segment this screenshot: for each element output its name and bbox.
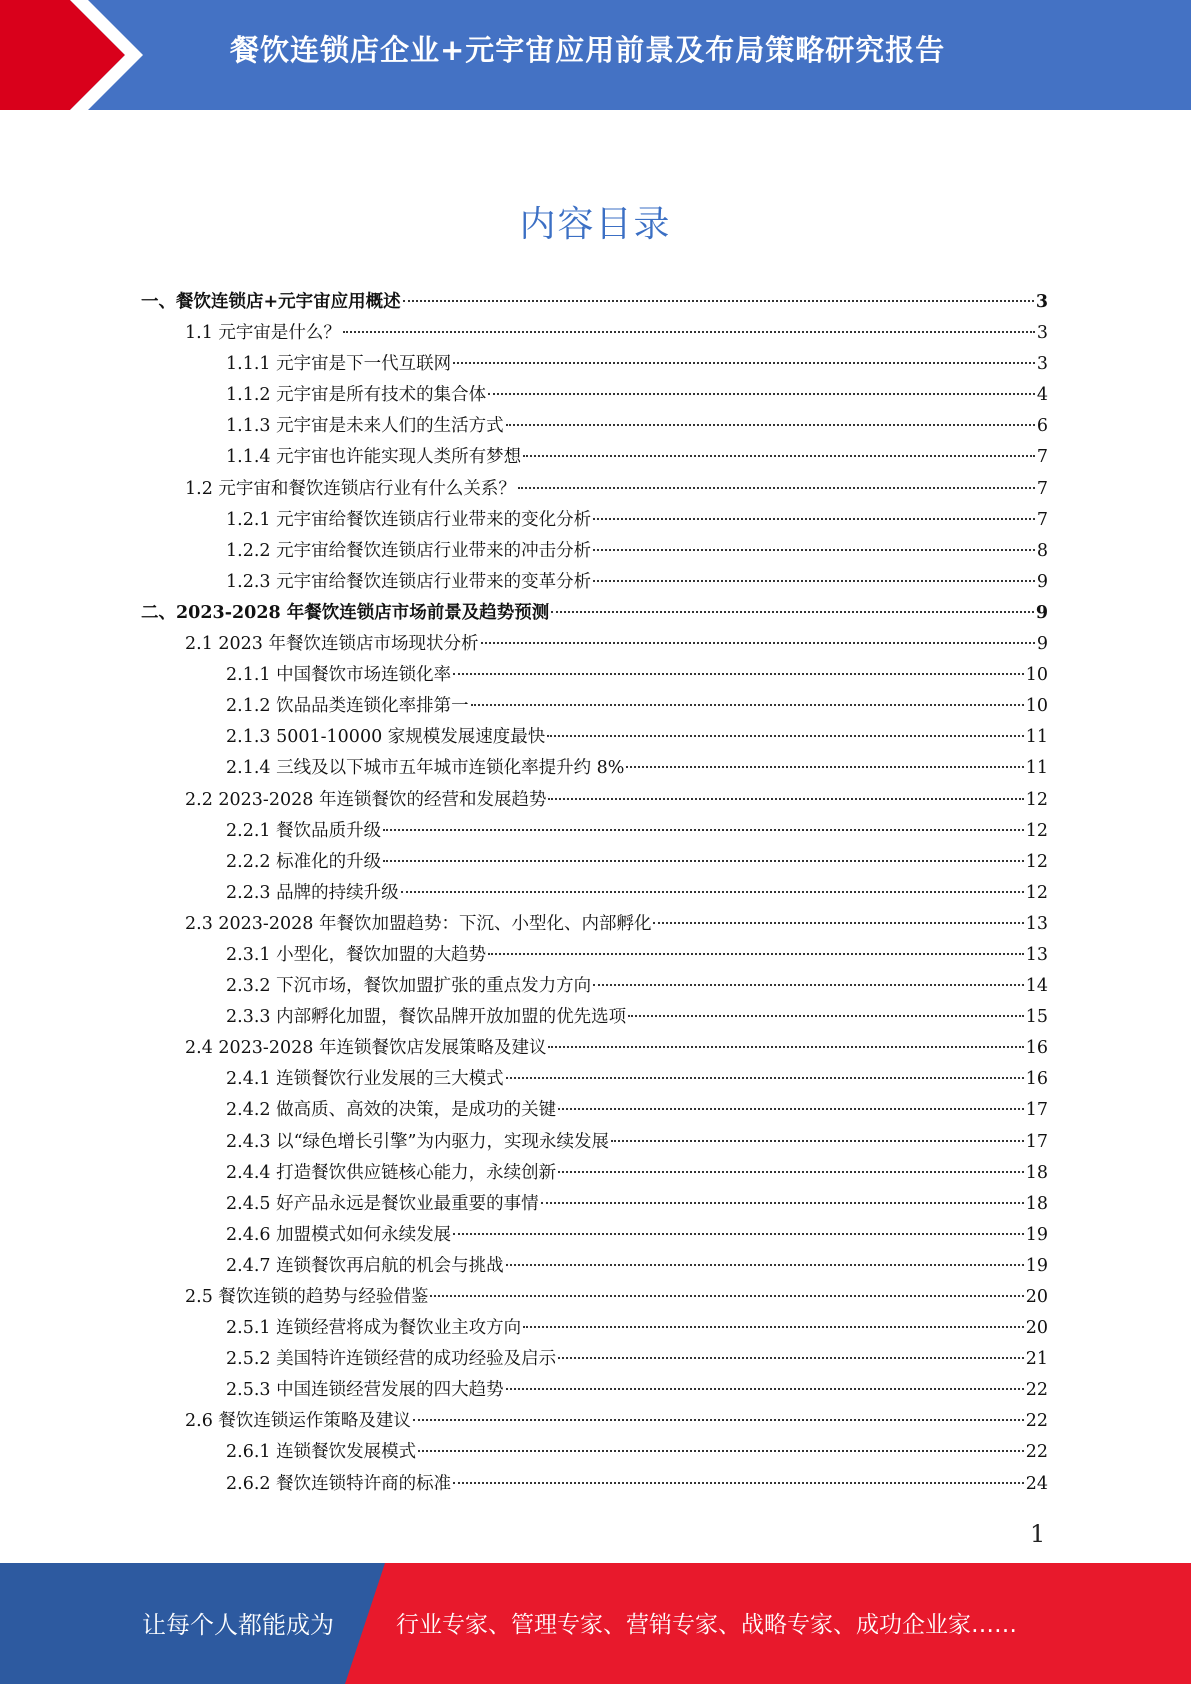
toc-entry[interactable]: [141, 287, 1048, 318]
toc-entry-page: 14: [1025, 976, 1048, 997]
toc-entry-page: 15: [1025, 1007, 1048, 1028]
toc-entry-page: 22: [1025, 1380, 1048, 1401]
toc-entry[interactable]: [141, 785, 1048, 816]
toc-dot-leader: [628, 1015, 1024, 1017]
toc-entry[interactable]: [141, 660, 1048, 691]
toc-dot-leader: [593, 549, 1035, 551]
toc-dot-leader: [383, 829, 1024, 831]
toc-entry-label: 2.4.6 加盟模式如何永续发展: [226, 1224, 452, 1245]
toc-entry[interactable]: [141, 1375, 1048, 1406]
toc-entry-page: 24: [1025, 1473, 1048, 1494]
footer-slogan-right: 行业专家、管理专家、营销专家、战略专家、成功企业家……: [396, 1612, 1017, 1638]
toc-entry-page: 21: [1025, 1349, 1048, 1370]
toc-entry-label: 2.3.1 小型化，餐饮加盟的大趋势: [226, 944, 487, 965]
toc-entry-label: 2.5.1 连锁经营将成为餐饮业主攻方向: [226, 1318, 522, 1339]
toc-dot-leader: [471, 704, 1024, 706]
toc-entry-page: 13: [1025, 944, 1048, 965]
toc-entry-label: 1.1 元宇宙是什么？: [185, 323, 341, 344]
toc-entry[interactable]: [141, 598, 1048, 629]
toc-dot-leader: [413, 1419, 1024, 1421]
toc-entry-label: 2.6.2 餐饮连锁特许商的标准: [226, 1473, 452, 1494]
toc-entry-page: 19: [1025, 1255, 1048, 1276]
toc-entry-label: 2.2.2 标准化的升级: [226, 851, 382, 872]
toc-dot-leader: [547, 735, 1023, 737]
toc-entry-page: 20: [1025, 1318, 1048, 1339]
toc-entry-label: 2.5 餐饮连锁的趋势与经验借鉴: [185, 1287, 429, 1307]
toc-entry-label: 2.1.4 三线及以下城市五年城市连锁化率提升约 8%: [226, 758, 625, 779]
toc-entry-page: 12: [1025, 882, 1048, 903]
toc-entry[interactable]: [141, 1437, 1048, 1468]
toc-entry-page: 22: [1025, 1411, 1048, 1432]
toc-entry[interactable]: [141, 1033, 1048, 1064]
toc-entry-label: 2.4.3 以“绿色增长引擎”为内驱力，实现永续发展: [226, 1131, 609, 1152]
toc-dot-leader: [593, 580, 1035, 582]
toc-dot-leader: [453, 673, 1024, 675]
toc-entry[interactable]: [141, 940, 1048, 971]
toc-entry-page: 12: [1025, 789, 1048, 810]
page-footer: [0, 1563, 1191, 1684]
toc-entry-page: 18: [1025, 1162, 1048, 1183]
toc-entry[interactable]: [141, 909, 1048, 940]
toc-entry-page: 11: [1025, 758, 1048, 779]
toc-entry[interactable]: [141, 380, 1048, 411]
toc-heading: 内容目录: [519, 204, 672, 245]
toc-entry-label: 1.1.4 元宇宙也许能实现人类所有梦想: [226, 447, 522, 468]
toc-entry-label: 2.2.1 餐饮品质升级: [226, 820, 382, 841]
toc-dot-leader: [653, 922, 1023, 924]
toc-dot-leader: [541, 1202, 1024, 1204]
toc-entry-page: 12: [1025, 820, 1048, 841]
toc-entry[interactable]: [141, 1220, 1048, 1251]
toc-entry[interactable]: [141, 349, 1048, 380]
toc-dot-leader: [558, 1108, 1024, 1110]
toc-entry-label: 1.1.2 元宇宙是所有技术的集合体: [226, 385, 487, 406]
toc-entry-label: 2.6 餐饮连锁运作策略及建议: [185, 1411, 411, 1432]
toc-entry-label: 一、餐饮连锁店+元宇宙应用概述: [141, 292, 401, 312]
toc-entry-label: 2.5.3 中国连锁经营发展的四大趋势: [226, 1380, 504, 1401]
toc-entry[interactable]: [141, 442, 1048, 473]
toc-entry-page: 17: [1025, 1100, 1048, 1121]
toc-entry-label: 2.4.4 打造餐饮供应链核心能力，永续创新: [226, 1162, 557, 1183]
toc-entry[interactable]: [141, 1002, 1048, 1033]
toc-entry[interactable]: [141, 411, 1048, 442]
header-title: 餐饮连锁店企业+元宇宙应用前景及布局策略研究报告: [230, 33, 946, 67]
toc-entry-page: 12: [1025, 851, 1048, 872]
toc-entry-page: 9: [1036, 634, 1048, 655]
toc-entry[interactable]: [141, 1064, 1048, 1095]
toc-dot-leader: [401, 891, 1024, 893]
toc-entry-label: 2.1 2023 年餐饮连锁店市场现状分析: [185, 634, 479, 655]
toc-entry-page: 3: [1036, 354, 1048, 375]
toc-entry-label: 1.2.2 元宇宙给餐饮连锁店行业带来的冲击分析: [226, 540, 592, 561]
toc-entry[interactable]: [141, 505, 1048, 536]
toc-entry-label: 1.1.1 元宇宙是下一代互联网: [226, 354, 452, 375]
toc-entry-page: 13: [1025, 913, 1048, 934]
toc-entry[interactable]: [141, 1189, 1048, 1220]
toc-entry[interactable]: [141, 1313, 1048, 1344]
toc-entry-page: 22: [1025, 1442, 1048, 1463]
toc-dot-leader: [488, 393, 1035, 395]
toc-entry[interactable]: [141, 691, 1048, 722]
toc-entry-label: 2.4.7 连锁餐饮再启航的机会与挑战: [226, 1255, 504, 1276]
page-number: 1: [1030, 1520, 1046, 1548]
toc-entry-label: 1.2.3 元宇宙给餐饮连锁店行业带来的变革分析: [226, 571, 592, 592]
toc-entry[interactable]: [141, 816, 1048, 847]
toc-entry[interactable]: [141, 847, 1048, 878]
toc-dot-leader: [593, 518, 1035, 520]
header-arrow-decoration: [0, 0, 150, 110]
toc-dot-leader: [593, 984, 1024, 986]
toc-entry[interactable]: [141, 1251, 1048, 1282]
toc-entry[interactable]: [141, 878, 1048, 909]
toc-entry[interactable]: [141, 474, 1048, 505]
toc-entry-label: 2.3 2023-2028 年餐饮加盟趋势：下沉、小型化、内部孵化: [185, 913, 652, 934]
toc-entry-label: 2.1.3 5001-10000 家规模发展速度最快: [226, 727, 546, 748]
toc-entry[interactable]: [141, 567, 1048, 598]
toc-dot-leader: [418, 1450, 1024, 1452]
toc-entry-label: 2.4.1 连锁餐饮行业发展的三大模式: [226, 1069, 504, 1090]
toc-entry[interactable]: [141, 1406, 1048, 1437]
toc-entry-page: 3: [1035, 292, 1048, 312]
toc-entry-page: 3: [1036, 323, 1048, 344]
toc-entry-label: 2.1.2 饮品品类连锁化率排第一: [226, 696, 469, 717]
toc-dot-leader: [518, 487, 1035, 489]
toc-entry-label: 2.6.1 连锁餐饮发展模式: [226, 1442, 417, 1463]
toc-dot-leader: [506, 1264, 1024, 1266]
toc-dot-leader: [523, 455, 1035, 457]
toc-dot-leader: [383, 860, 1024, 862]
toc-entry-label: 2.1.1 中国餐饮市场连锁化率: [226, 665, 452, 686]
toc-entry[interactable]: [141, 1095, 1048, 1126]
toc-dot-leader: [430, 1295, 1023, 1297]
toc-entry-page: 4: [1036, 385, 1048, 406]
toc-entry-label: 2.4.2 做高质、高效的决策，是成功的关键: [226, 1100, 557, 1121]
toc-entry-page: 6: [1036, 416, 1048, 437]
toc-entry[interactable]: [141, 971, 1048, 1002]
toc-entry-page: 10: [1025, 696, 1048, 717]
toc-dot-leader: [558, 1357, 1024, 1359]
toc-entry[interactable]: [141, 1158, 1048, 1189]
toc-entry[interactable]: [141, 1469, 1048, 1500]
toc-entry[interactable]: [141, 1282, 1048, 1313]
toc-entry-label: 2.5.2 美国特许连锁经营的成功经验及启示: [226, 1349, 557, 1370]
toc-dot-leader: [506, 1388, 1024, 1390]
toc-entry-label: 2.2.3 品牌的持续升级: [226, 882, 399, 903]
toc-entry[interactable]: [141, 536, 1048, 567]
toc-entry-page: 11: [1025, 727, 1048, 748]
toc-entry-page: 8: [1036, 540, 1048, 561]
toc-dot-leader: [558, 1171, 1024, 1173]
toc-entry-label: 二、2023-2028 年餐饮连锁店市场前景及趋势预测: [141, 602, 550, 623]
toc-entry-label: 2.3.3 内部孵化加盟，餐饮品牌开放加盟的优先选项: [226, 1007, 627, 1028]
toc-entry[interactable]: [141, 318, 1048, 349]
toc-entry-page: 7: [1036, 447, 1048, 468]
toc-entry-page: 16: [1025, 1069, 1048, 1090]
toc-dot-leader: [611, 1140, 1024, 1142]
toc-dot-leader: [403, 300, 1034, 302]
toc-dot-leader: [548, 798, 1023, 800]
toc-entry[interactable]: [141, 753, 1048, 784]
toc-entry-label: 1.2 元宇宙和餐饮连锁店行业有什么关系？: [185, 478, 516, 499]
toc-dot-leader: [523, 1326, 1024, 1328]
toc-entry-page: 9: [1036, 571, 1048, 592]
toc-dot-leader: [548, 1046, 1023, 1048]
toc-dot-leader: [453, 1482, 1024, 1484]
toc-entry[interactable]: [141, 1344, 1048, 1375]
toc-entry[interactable]: [141, 629, 1048, 660]
toc-dot-leader: [506, 1077, 1024, 1079]
toc-entry-page: 7: [1036, 478, 1048, 499]
toc-entry-label: 2.4 2023-2028 年连锁餐饮店发展策略及建议: [185, 1038, 547, 1059]
toc-entry[interactable]: [141, 722, 1048, 753]
toc-dot-leader: [453, 362, 1035, 364]
toc-entry-label: 2.3.2 下沉市场，餐饮加盟扩张的重点发力方向: [226, 976, 592, 997]
toc-entry-page: 19: [1025, 1224, 1048, 1245]
toc-dot-leader: [626, 766, 1023, 768]
toc-entry-label: 1.1.3 元宇宙是未来人们的生活方式: [226, 416, 504, 437]
toc-entry-page: 20: [1025, 1287, 1048, 1307]
toc-entry-page: 9: [1035, 602, 1048, 623]
toc-dot-leader: [488, 953, 1024, 955]
toc-entry-label: 2.2 2023-2028 年连锁餐饮的经营和发展趋势: [185, 789, 547, 810]
toc-entry-label: 1.2.1 元宇宙给餐饮连锁店行业带来的变化分析: [226, 509, 592, 530]
footer-slogan-left: 让每个人都能成为: [142, 1611, 334, 1639]
toc-dot-leader: [481, 642, 1035, 644]
toc-entry-page: 18: [1025, 1193, 1048, 1214]
toc-dot-leader: [551, 611, 1034, 613]
toc-entry-page: 17: [1025, 1131, 1048, 1152]
toc-dot-leader: [343, 331, 1035, 333]
table-of-contents: [141, 287, 1048, 1500]
toc-entry-page: 10: [1025, 665, 1048, 686]
toc-entry-page: 7: [1036, 509, 1048, 530]
page-header: [0, 0, 1191, 110]
toc-entry-page: 16: [1025, 1038, 1048, 1059]
toc-dot-leader: [453, 1233, 1024, 1235]
toc-entry-label: 2.4.5 好产品永远是餐饮业最重要的事情: [226, 1193, 539, 1214]
toc-dot-leader: [506, 424, 1035, 426]
toc-entry[interactable]: [141, 1127, 1048, 1158]
